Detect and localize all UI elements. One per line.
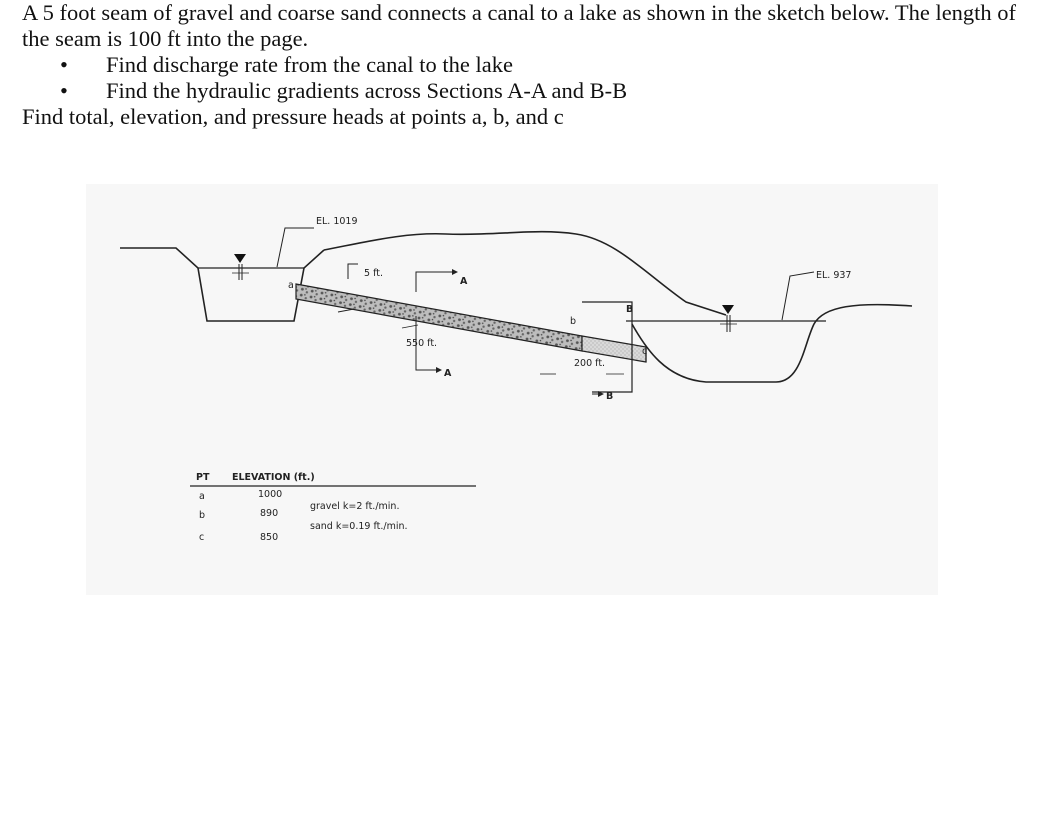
section-a-top-label: A: [460, 276, 468, 287]
table-cell-pt: c: [199, 532, 205, 543]
table-cell-pt: b: [199, 510, 206, 521]
table-header-pt: PT: [196, 472, 210, 483]
problem-closing: Find total, elevation, and pressure heads at points a, b, and c: [22, 104, 564, 129]
sketch-background: [86, 184, 938, 595]
seam-thickness-label: 5 ft.: [364, 268, 383, 279]
problem-statement: [22, 0, 1042, 130]
table-cell-pt: a: [199, 491, 205, 502]
problem-intro: A 5 foot seam of gravel and coarse sand connects a canal to a lake as shown in the sketch below. The length of the seam is 100 ft into the page.: [22, 0, 1017, 51]
gravel-length-label: 550 ft.: [406, 338, 438, 349]
section-b-top-label: B: [626, 304, 634, 315]
lake-elevation-label: EL. 937: [816, 270, 852, 281]
point-b-label: b: [570, 316, 577, 327]
sand-length-label: 200 ft.: [574, 358, 606, 369]
sketch-drawing: [86, 184, 938, 595]
table-cell-elevation: 850: [260, 532, 279, 543]
task-text: Find discharge rate from the canal to the lake: [106, 52, 513, 77]
canal-elevation-label: EL. 1019: [316, 216, 358, 227]
section-a-bottom-label: A: [444, 368, 452, 379]
point-a-label: a: [288, 280, 294, 291]
section-b-bottom-label: B: [606, 391, 614, 402]
bullet-icon: •: [60, 52, 68, 77]
gravel-permeability-label: gravel k=2 ft./min.: [310, 501, 400, 512]
table-cell-elevation: 890: [260, 508, 279, 519]
table-cell-elevation: 1000: [258, 489, 283, 500]
task-item: [22, 78, 1042, 104]
seepage-sketch: [86, 184, 938, 595]
sand-permeability-label: sand k=0.19 ft./min.: [310, 521, 408, 532]
point-c-label: c: [642, 346, 648, 357]
table-header-elevation: ELEVATION (ft.): [232, 472, 315, 483]
bullet-icon: •: [60, 78, 68, 103]
task-text: Find the hydraulic gradients across Sections A-A and B-B: [106, 78, 628, 103]
task-list: [22, 52, 1042, 104]
task-item: [22, 52, 1042, 78]
